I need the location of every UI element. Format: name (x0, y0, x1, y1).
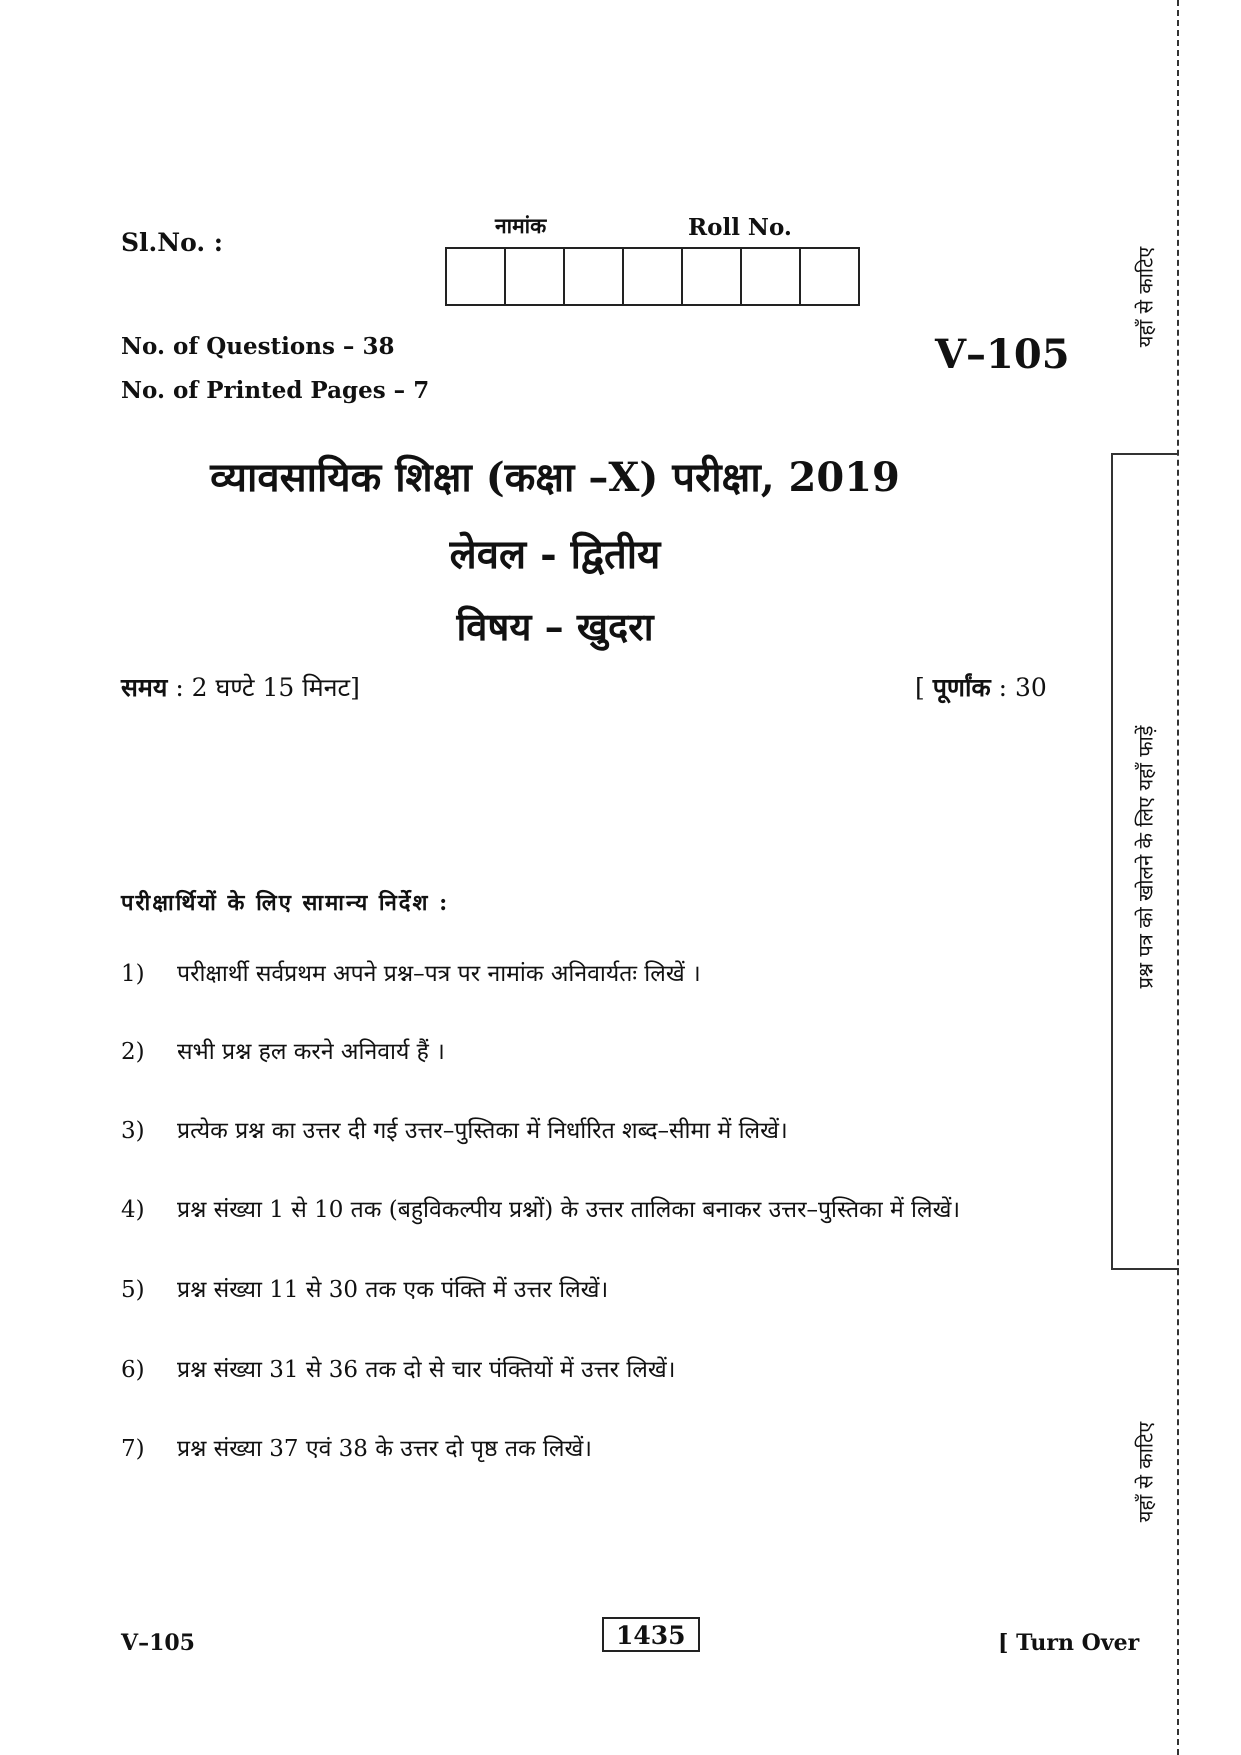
level-title: लेवल - द्वितीय (449, 531, 661, 578)
tear-to-open-text: प्रश्न पत्र को खोलने के लिए यहाँ फाड़ें (1133, 725, 1158, 989)
footer-page-number: 1435 (602, 1617, 700, 1652)
instruction-item (121, 1272, 608, 1304)
marks-bracket: [ (915, 673, 925, 702)
instruction-text: प्रत्येक प्रश्न का उत्तर दी गई उत्तर–पुस्तिका में निर्धारित शब्द–सीमा में लिखें। (177, 1118, 788, 1144)
instruction-text: प्रश्न संख्या 31 से 36 तक दो से चार पंक्तियों में उत्तर लिखें। (177, 1357, 676, 1383)
number-of-questions: No. of Questions – 38 (121, 333, 395, 360)
instruction-item (121, 1431, 592, 1463)
instruction-text: प्रश्न संख्या 37 एवं 38 के उत्तर दो पृष्ठ तक लिखें। (177, 1436, 593, 1462)
paper-code: V–105 (935, 331, 1070, 378)
instruction-text: सभी प्रश्न हल करने अनिवार्य हैं । (177, 1039, 445, 1065)
instruction-item (121, 1034, 445, 1066)
time-label: समय (121, 673, 168, 702)
time-value: : 2 घण्टे 15 मिनट] (175, 673, 360, 702)
roll-number-box (683, 249, 742, 304)
roll-number-label-english: Roll No. (688, 214, 792, 241)
time-allowed (121, 670, 360, 704)
cut-here-bottom-text: यहाँ से काटिए (1133, 1421, 1158, 1523)
instruction-text: परीक्षार्थी सर्वप्रथम अपने प्रश्न–पत्र पर नामांक अनिवार्यतः लिखें । (177, 961, 701, 987)
instruction-text: प्रश्न संख्या 11 से 30 तक एक पंक्ति में उत्तर लिखें। (177, 1277, 609, 1303)
roll-number-boxes (445, 247, 860, 306)
instructions-heading: परीक्षार्थियों के लिए सामान्य निर्देश : (121, 890, 450, 916)
instruction-item (121, 1192, 960, 1224)
marks-label: पूर्णांक (932, 673, 991, 702)
instruction-number: 7) (121, 1436, 145, 1462)
instruction-item (121, 1113, 788, 1145)
instruction-item (121, 1352, 675, 1384)
instruction-number: 6) (121, 1357, 145, 1383)
roll-number-box (565, 249, 624, 304)
instruction-number: 4) (121, 1197, 145, 1223)
roll-number-box (506, 249, 565, 304)
instruction-number: 3) (121, 1118, 145, 1144)
serial-number-label: Sl.No. : (121, 228, 223, 257)
exam-title: व्यावसायिक शिक्षा (कक्षा –X) परीक्षा, 2019 (210, 454, 900, 501)
instruction-text: प्रश्न संख्या 1 से 10 तक (बहुविकल्पीय प्रश्नों) के उत्तर तालिका बनाकर उत्तर–पुस्तिका में लिखें। (177, 1197, 961, 1223)
roll-number-box (447, 249, 506, 304)
instruction-number: 1) (121, 961, 145, 987)
subject-title: विषय – खुदरा (456, 604, 654, 649)
instruction-item (121, 956, 701, 988)
roll-number-label-hindi: नामांक (495, 213, 547, 238)
roll-number-box (742, 249, 801, 304)
marks-value: : 30 (998, 673, 1047, 702)
roll-number-box (801, 249, 858, 304)
instruction-number: 2) (121, 1039, 145, 1065)
maximum-marks (915, 670, 1047, 704)
number-of-printed-pages: No. of Printed Pages – 7 (121, 377, 430, 404)
cut-here-top-text: यहाँ से काटिए (1133, 246, 1158, 348)
footer-paper-code: V–105 (121, 1630, 195, 1656)
roll-number-box (624, 249, 683, 304)
turn-over-label: [ Turn Over (998, 1630, 1140, 1656)
instruction-number: 5) (121, 1277, 145, 1303)
